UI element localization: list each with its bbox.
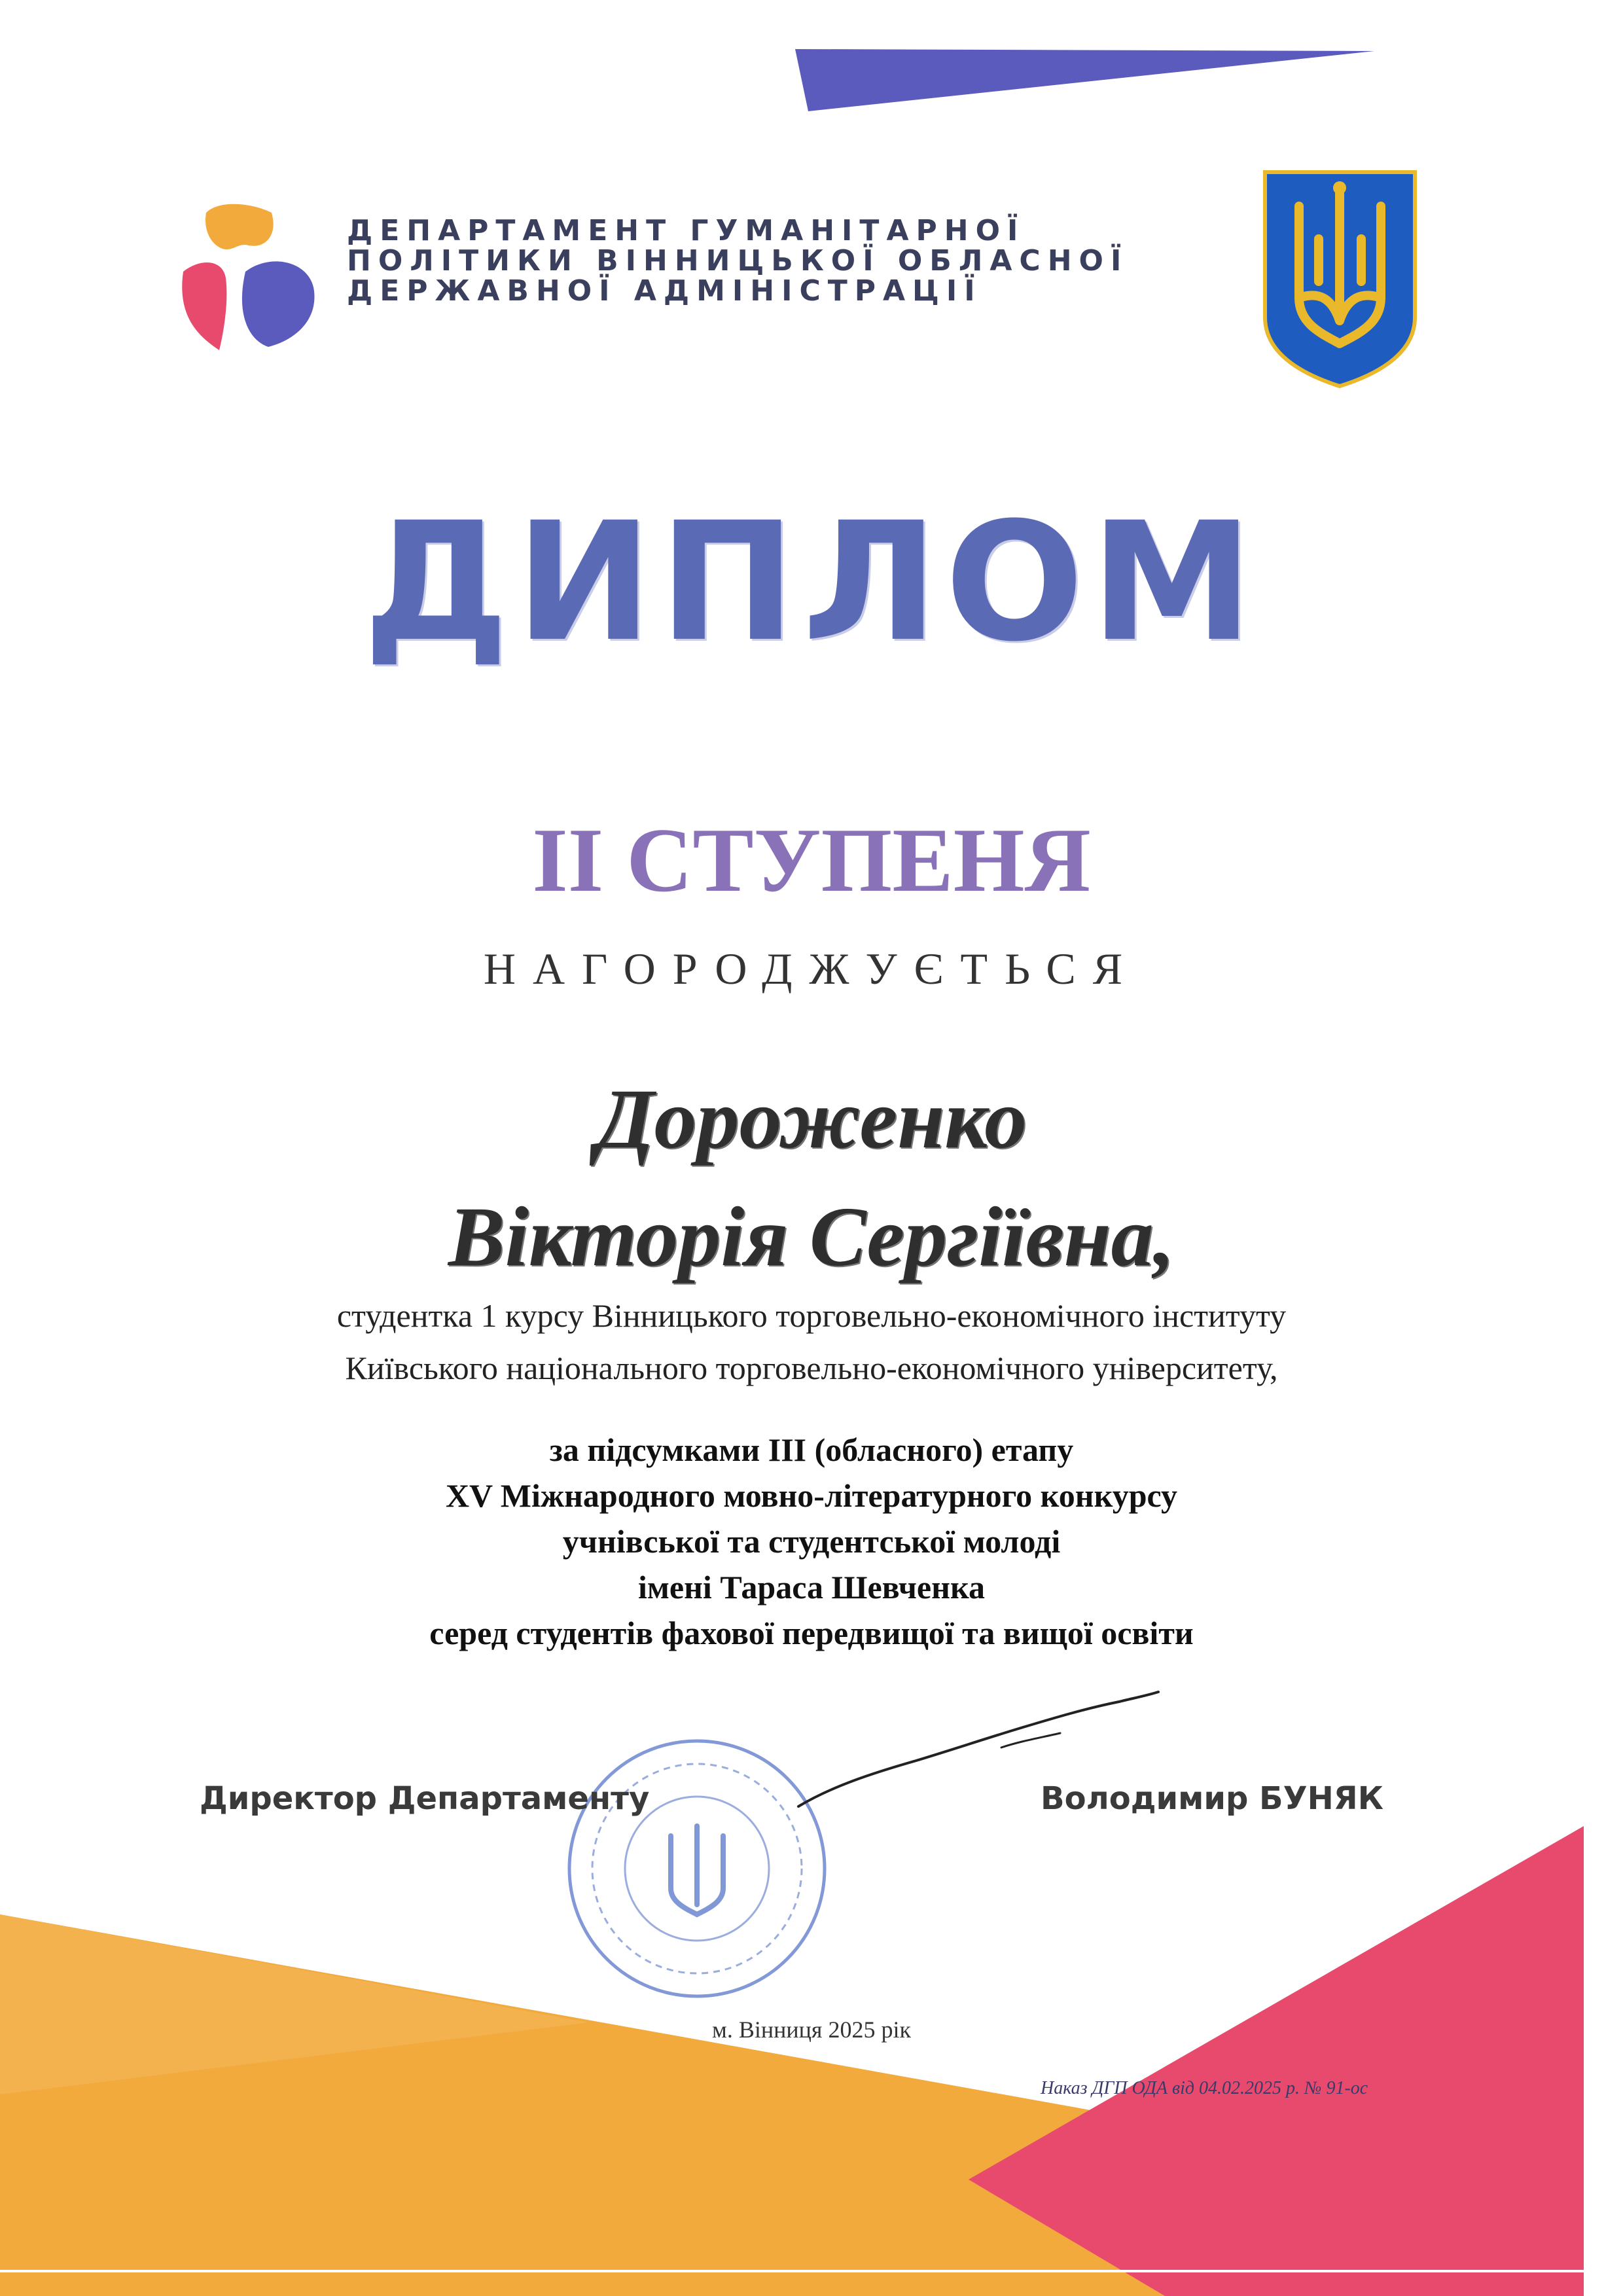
place-and-year: м. Вінниця 2025 рік (712, 2017, 911, 2043)
recipient-info (0, 1289, 1623, 1394)
department-line-2: ПОЛІТИКИ ВІННИЦЬКОЇ ОБЛАСНОЇ (347, 244, 1129, 278)
official-stamp (563, 1734, 831, 2003)
signer-name: Володимир БУНЯК (1041, 1780, 1383, 1817)
pink-wedge (969, 1826, 1584, 2296)
contest-line-4: імені Тараса Шевченка (637, 1569, 985, 1605)
recipient-given-names: Вікторія Сергіївна, (448, 1190, 1175, 1284)
signer-role: Директор Департаменту (200, 1780, 650, 1817)
contest-line-2: XV Міжнародного мовно-літературного конкурсу (445, 1477, 1178, 1514)
diploma-title: ДИПЛОМ (363, 487, 1260, 677)
contest-line-3: учнівської та студентської молоді (562, 1523, 1061, 1560)
order-reference: Наказ ДГП ОДА від 04.02.2025 р. № 91-ос (1041, 2078, 1368, 2098)
contest-line-1: за підсумками ІІІ (обласного) етапу (549, 1431, 1074, 1468)
department-line-3: ДЕРЖАВНОЇ АДМІНІСТРАЦІЇ (347, 274, 982, 308)
department-logo (173, 200, 324, 357)
recipient-info-line-2: Київського національного торговельно-економічного університету, (345, 1350, 1278, 1386)
diploma-degree: ІІ СТУПЕНЯ (532, 810, 1091, 911)
department-line-1: ДЕПАРТАМЕНТ ГУМАНІТАРНОЇ (347, 214, 1026, 247)
awarded-label: НАГОРОДЖУЄТЬСЯ (483, 944, 1140, 994)
contest-line-5: серед студентів фахової передвищої та вищої освіти (429, 1615, 1194, 1651)
top-ribbon (795, 49, 1374, 111)
recipient-surname: Дороженко (596, 1072, 1027, 1166)
contest-description (0, 1427, 1623, 1656)
coat-of-arms-icon (1260, 167, 1420, 389)
department-name (347, 216, 1128, 306)
recipient-info-line-1: студентка 1 курсу Вінницького торговельно-економічного інституту (336, 1297, 1287, 1334)
